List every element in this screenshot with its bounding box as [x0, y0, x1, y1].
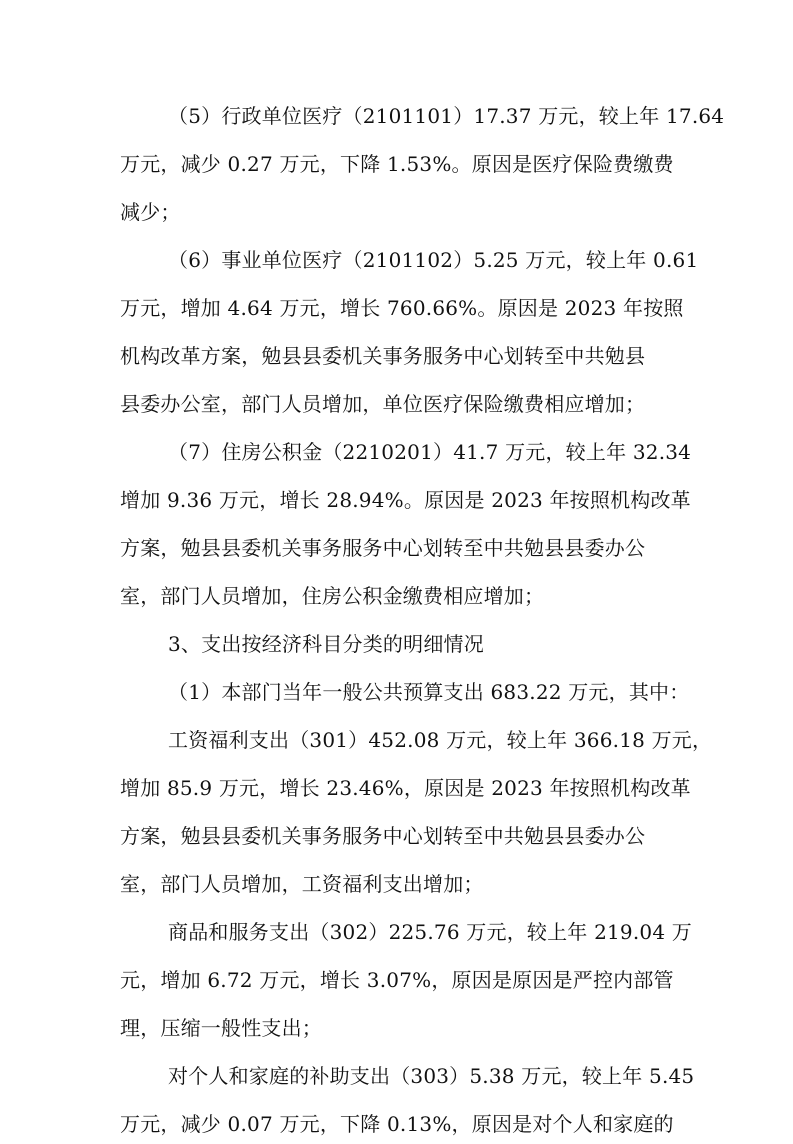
line-text: 万元，减少 0.07 万元，下降 0.13%，原因是对个人和家庭的: [120, 1112, 674, 1136]
paragraph-line: [0, 192, 793, 232]
line-text: 元，增加 6.72 万元，增长 3.07%，原因是原因是严控内部管: [120, 968, 674, 992]
paragraph-line: [0, 480, 793, 520]
paragraph-line: [0, 1104, 793, 1144]
line-text: 室，部门人员增加，住房公积金缴费相应增加；: [120, 584, 545, 608]
line-text: 商品和服务支出（302）225.76 万元，较上年 219.04 万: [168, 920, 693, 944]
line-text: （7）住房公积金（2210201）41.7 万元，较上年 32.34: [168, 440, 692, 464]
paragraph-line: [0, 288, 793, 328]
paragraph-line: [0, 720, 793, 760]
paragraph-line: [0, 576, 793, 616]
line-text: 方案，勉县县委机关事务服务中心划转至中共勉县县委办公: [120, 536, 646, 560]
line-text: 万元，减少 0.27 万元，下降 1.53%。原因是医疗保险费缴费: [120, 152, 674, 176]
line-text: 对个人和家庭的补助支出（303）5.38 万元，较上年 5.45: [168, 1064, 695, 1088]
paragraph-line: [0, 432, 793, 472]
line-text: 减少；: [120, 200, 181, 224]
paragraph-line: [0, 240, 793, 280]
paragraph-line: [0, 672, 793, 712]
line-text: 机构改革方案，勉县县委机关事务服务中心划转至中共勉县: [120, 344, 646, 368]
line-text: （5）行政单位医疗（2101101）17.37 万元，较上年 17.64: [168, 104, 725, 128]
paragraph-line: [0, 1008, 793, 1048]
paragraph-line: [0, 96, 793, 136]
paragraph-line: [0, 768, 793, 808]
line-text: （6）事业单位医疗（2101102）5.25 万元，较上年 0.61: [168, 248, 699, 272]
line-text: 增加 9.36 万元，增长 28.94%。原因是 2023 年按照机构改革: [120, 488, 691, 512]
line-text: 室，部门人员增加，工资福利支出增加；: [120, 872, 484, 896]
line-text: 理，压缩一般性支出；: [120, 1016, 322, 1040]
paragraph-line: [0, 528, 793, 568]
paragraph-line: [0, 336, 793, 376]
line-text: 工资福利支出（301）452.08 万元，较上年 366.18 万元，: [168, 728, 713, 752]
paragraph-line: [0, 1056, 793, 1096]
paragraph-line: [0, 912, 793, 952]
line-text: （1）本部门当年一般公共预算支出 683.22 万元，其中：: [168, 680, 690, 704]
paragraph-line: [0, 384, 793, 424]
line-text: 方案，勉县县委机关事务服务中心划转至中共勉县县委办公: [120, 824, 646, 848]
paragraph-line: [0, 960, 793, 1000]
line-text: 增加 85.9 万元，增长 23.46%，原因是 2023 年按照机构改革: [120, 776, 691, 800]
paragraph-line: [0, 144, 793, 184]
line-text: 3、支出按经济科目分类的明细情况: [168, 632, 484, 656]
section-heading: [0, 624, 793, 664]
paragraph-line: [0, 864, 793, 904]
line-text: 县委办公室，部门人员增加，单位医疗保险缴费相应增加；: [120, 392, 646, 416]
line-text: 万元，增加 4.64 万元，增长 760.66%。原因是 2023 年按照: [120, 296, 684, 320]
paragraph-line: [0, 816, 793, 856]
